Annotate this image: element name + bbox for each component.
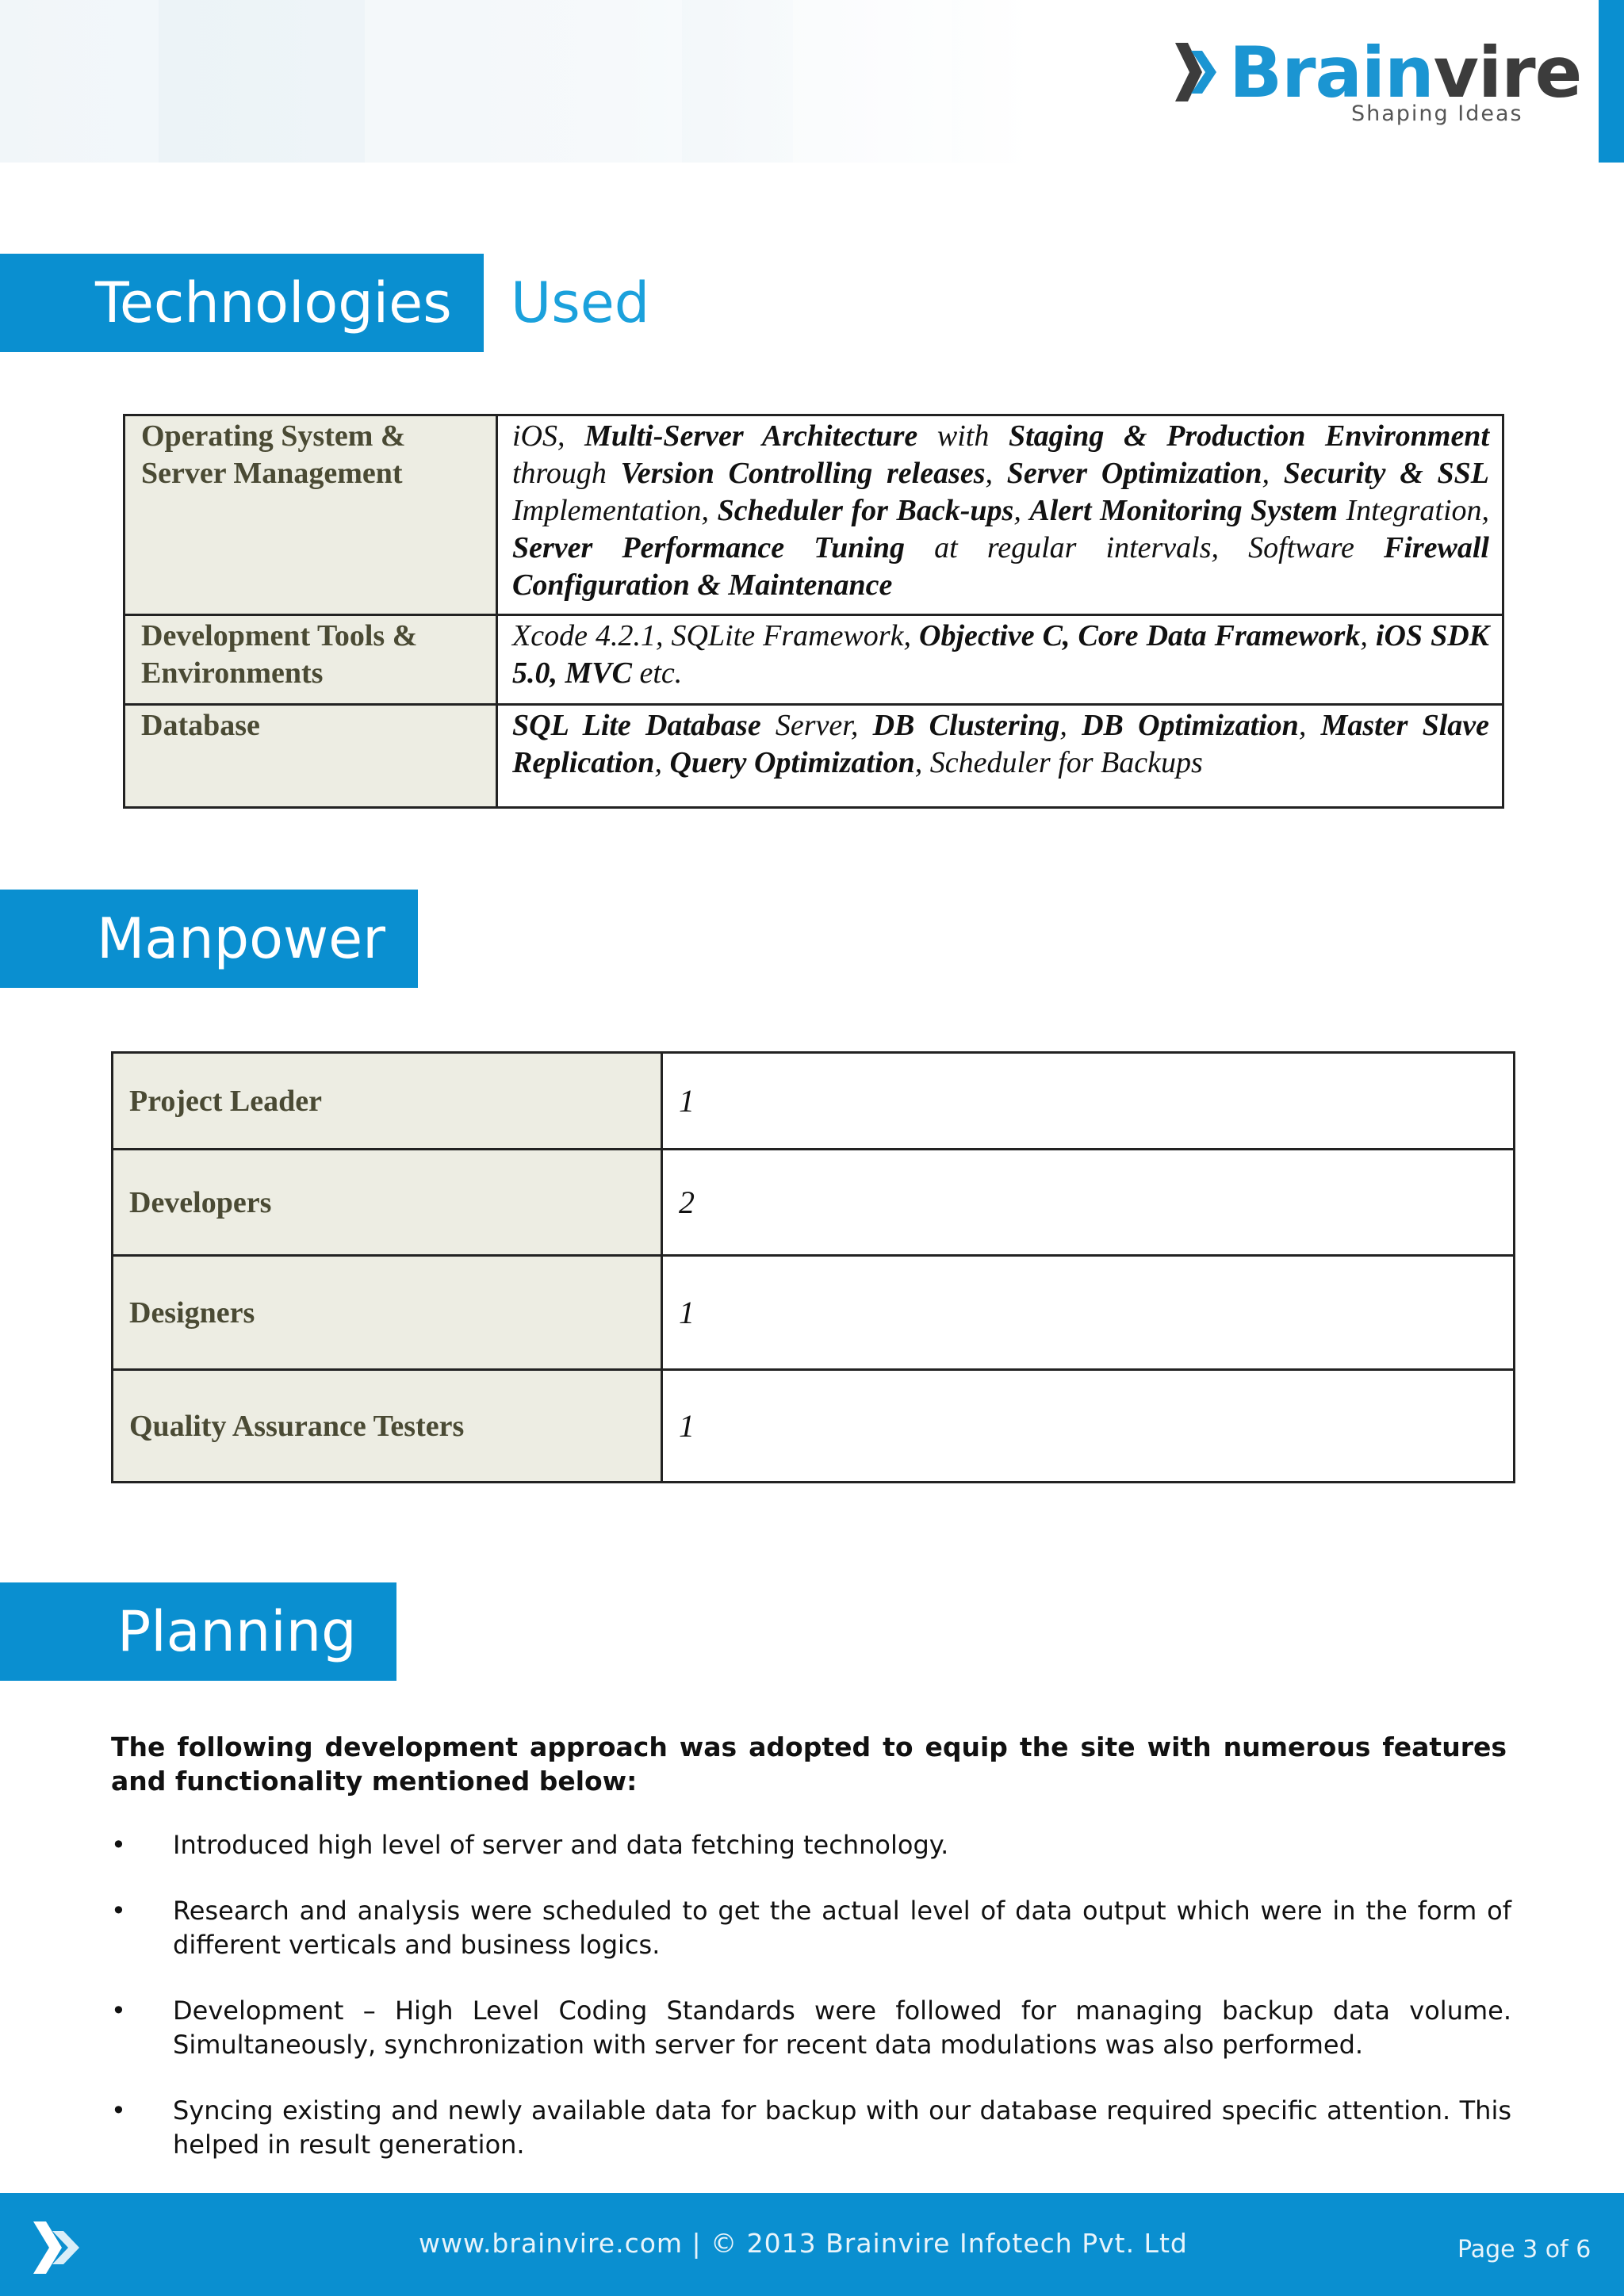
technologies-value-emphasis: Multi-Server Architecture xyxy=(584,419,918,453)
technologies-value-text: , xyxy=(1013,494,1030,527)
technologies-value-emphasis: Server Performance Tuning xyxy=(512,531,906,564)
section-heading-manpower: Manpower xyxy=(0,890,418,988)
technologies-value-emphasis: Security & SSL xyxy=(1283,457,1490,490)
logo-chevron-icon xyxy=(1175,43,1220,101)
logo-wordmark-part2: vire xyxy=(1433,32,1582,113)
technologies-value-text: Xcode 4.2.1, SQLite Framework, xyxy=(512,619,920,652)
header-background xyxy=(0,0,1031,163)
technologies-value-text: Implementation, xyxy=(512,494,718,527)
planning-bullet-text: Syncing existing and newly available data for backup with our database required specific attention. This helped in result generation. xyxy=(173,2095,1511,2160)
planning-bullet-text: Development – High Level Coding Standards were followed for managing backup data volume. Simultaneously, synchronization with server for recent data modulations was also performed. xyxy=(173,1996,1511,2060)
manpower-row xyxy=(113,1370,1515,1483)
technologies-value-emphasis: iOS SDK 5.0, MVC xyxy=(512,619,1490,690)
section-heading-technologies-suffix: Used xyxy=(511,270,650,335)
manpower-table xyxy=(111,1051,1515,1483)
header-pattern-block xyxy=(793,0,952,163)
manpower-role: Quality Assurance Testers xyxy=(113,1370,662,1483)
technologies-value-emphasis: DB Optimization xyxy=(1082,709,1299,742)
technologies-value-text: Integration, xyxy=(1337,494,1490,527)
planning-bullet-text: Introduced high level of server and data fetching technology. xyxy=(173,1830,949,1860)
technologies-value-emphasis: Firewall Configuration & Maintenance xyxy=(512,531,1489,602)
technologies-value-text: , xyxy=(1059,709,1082,742)
technologies-value-emphasis: Alert Monitoring System xyxy=(1029,494,1338,527)
brand-logo xyxy=(1175,32,1588,135)
technologies-row-label: Development Tools & Environments xyxy=(124,615,497,705)
section-heading-technologies: Technologies xyxy=(0,254,484,352)
technologies-row-value xyxy=(497,615,1503,705)
planning-bullet-text: Research and analysis were scheduled to get the actual level of data output which were in the form of different verticals and business logics. xyxy=(173,1896,1511,1960)
technologies-value-emphasis: Staging & Production Environment xyxy=(1008,419,1490,453)
bullet-icon: • xyxy=(111,1896,126,1926)
technologies-row-value xyxy=(497,705,1503,808)
manpower-role: Designers xyxy=(113,1256,662,1370)
footer-copyright: www.brainvire.com | © 2013 Brainvire Infotech Pvt. Ltd xyxy=(419,2228,1188,2259)
bullet-icon: • xyxy=(111,1996,126,2026)
manpower-row xyxy=(113,1150,1515,1256)
technologies-value-emphasis: Scheduler for Back-ups xyxy=(717,494,1014,527)
technologies-value-text: , xyxy=(1360,619,1376,652)
manpower-count: 1 xyxy=(662,1053,1515,1150)
bullet-icon: • xyxy=(111,1830,126,1860)
planning-bullet xyxy=(111,2094,1511,2162)
technologies-value-text: Server, xyxy=(760,709,873,742)
technologies-value-text: through xyxy=(512,457,621,490)
logo-tagline: Shaping Ideas xyxy=(1351,101,1523,126)
manpower-role: Project Leader xyxy=(113,1053,662,1150)
technologies-value-emphasis: Query Optimization xyxy=(669,746,915,779)
technologies-value-emphasis: Server Optimization xyxy=(1006,457,1262,490)
technologies-row xyxy=(124,615,1503,705)
planning-bullet xyxy=(111,1994,1511,2062)
technologies-value-text: , xyxy=(1298,709,1321,742)
technologies-value-text: at regular intervals, Software xyxy=(905,531,1384,564)
planning-bullet-list xyxy=(111,1828,1511,2194)
manpower-row xyxy=(113,1053,1515,1150)
header-accent-bar xyxy=(1599,0,1624,163)
logo-wordmark-part1: Brain xyxy=(1229,32,1434,113)
technologies-value-emphasis: Version Controlling releases xyxy=(620,457,986,490)
technologies-value-text: iOS, xyxy=(512,419,585,453)
manpower-row xyxy=(113,1256,1515,1370)
technologies-row xyxy=(124,415,1503,615)
technologies-row xyxy=(124,705,1503,808)
header-pattern-block xyxy=(0,0,159,163)
planning-bullet xyxy=(111,1894,1511,1962)
technologies-value-text: , Scheduler for Backups xyxy=(914,746,1203,779)
manpower-count: 2 xyxy=(662,1150,1515,1256)
planning-intro: The following development approach was adopted to equip the site with numerous features and functionality mentioned below: xyxy=(111,1732,1507,1797)
technologies-value-text: with xyxy=(917,419,1009,453)
technologies-value-text: , xyxy=(985,457,1007,490)
technologies-value-text: etc. xyxy=(631,656,683,690)
technologies-value-text: , xyxy=(1262,457,1284,490)
page-number: Page 3 of 6 xyxy=(1457,2236,1591,2263)
technologies-table xyxy=(123,414,1504,809)
manpower-count: 1 xyxy=(662,1370,1515,1483)
footer-logo-chevron-icon xyxy=(33,2221,84,2274)
technologies-value-emphasis: Objective C, Core Data Framework xyxy=(919,619,1361,652)
technologies-row-label: Database xyxy=(124,705,497,808)
technologies-row-value xyxy=(497,415,1503,615)
header-pattern-block xyxy=(365,0,682,163)
bullet-icon: • xyxy=(111,2095,126,2126)
technologies-value-text: , xyxy=(654,746,670,779)
manpower-count: 1 xyxy=(662,1256,1515,1370)
footer xyxy=(0,2193,1624,2296)
planning-bullet xyxy=(111,1828,1511,1862)
section-heading-planning: Planning xyxy=(0,1582,396,1681)
technologies-row-label: Operating System & Server Management xyxy=(124,415,497,615)
technologies-value-emphasis: SQL Lite Database xyxy=(512,709,761,742)
manpower-role: Developers xyxy=(113,1150,662,1256)
technologies-value-emphasis: DB Clustering xyxy=(872,709,1060,742)
technologies-value-emphasis: Master Slave Replication xyxy=(512,709,1490,779)
